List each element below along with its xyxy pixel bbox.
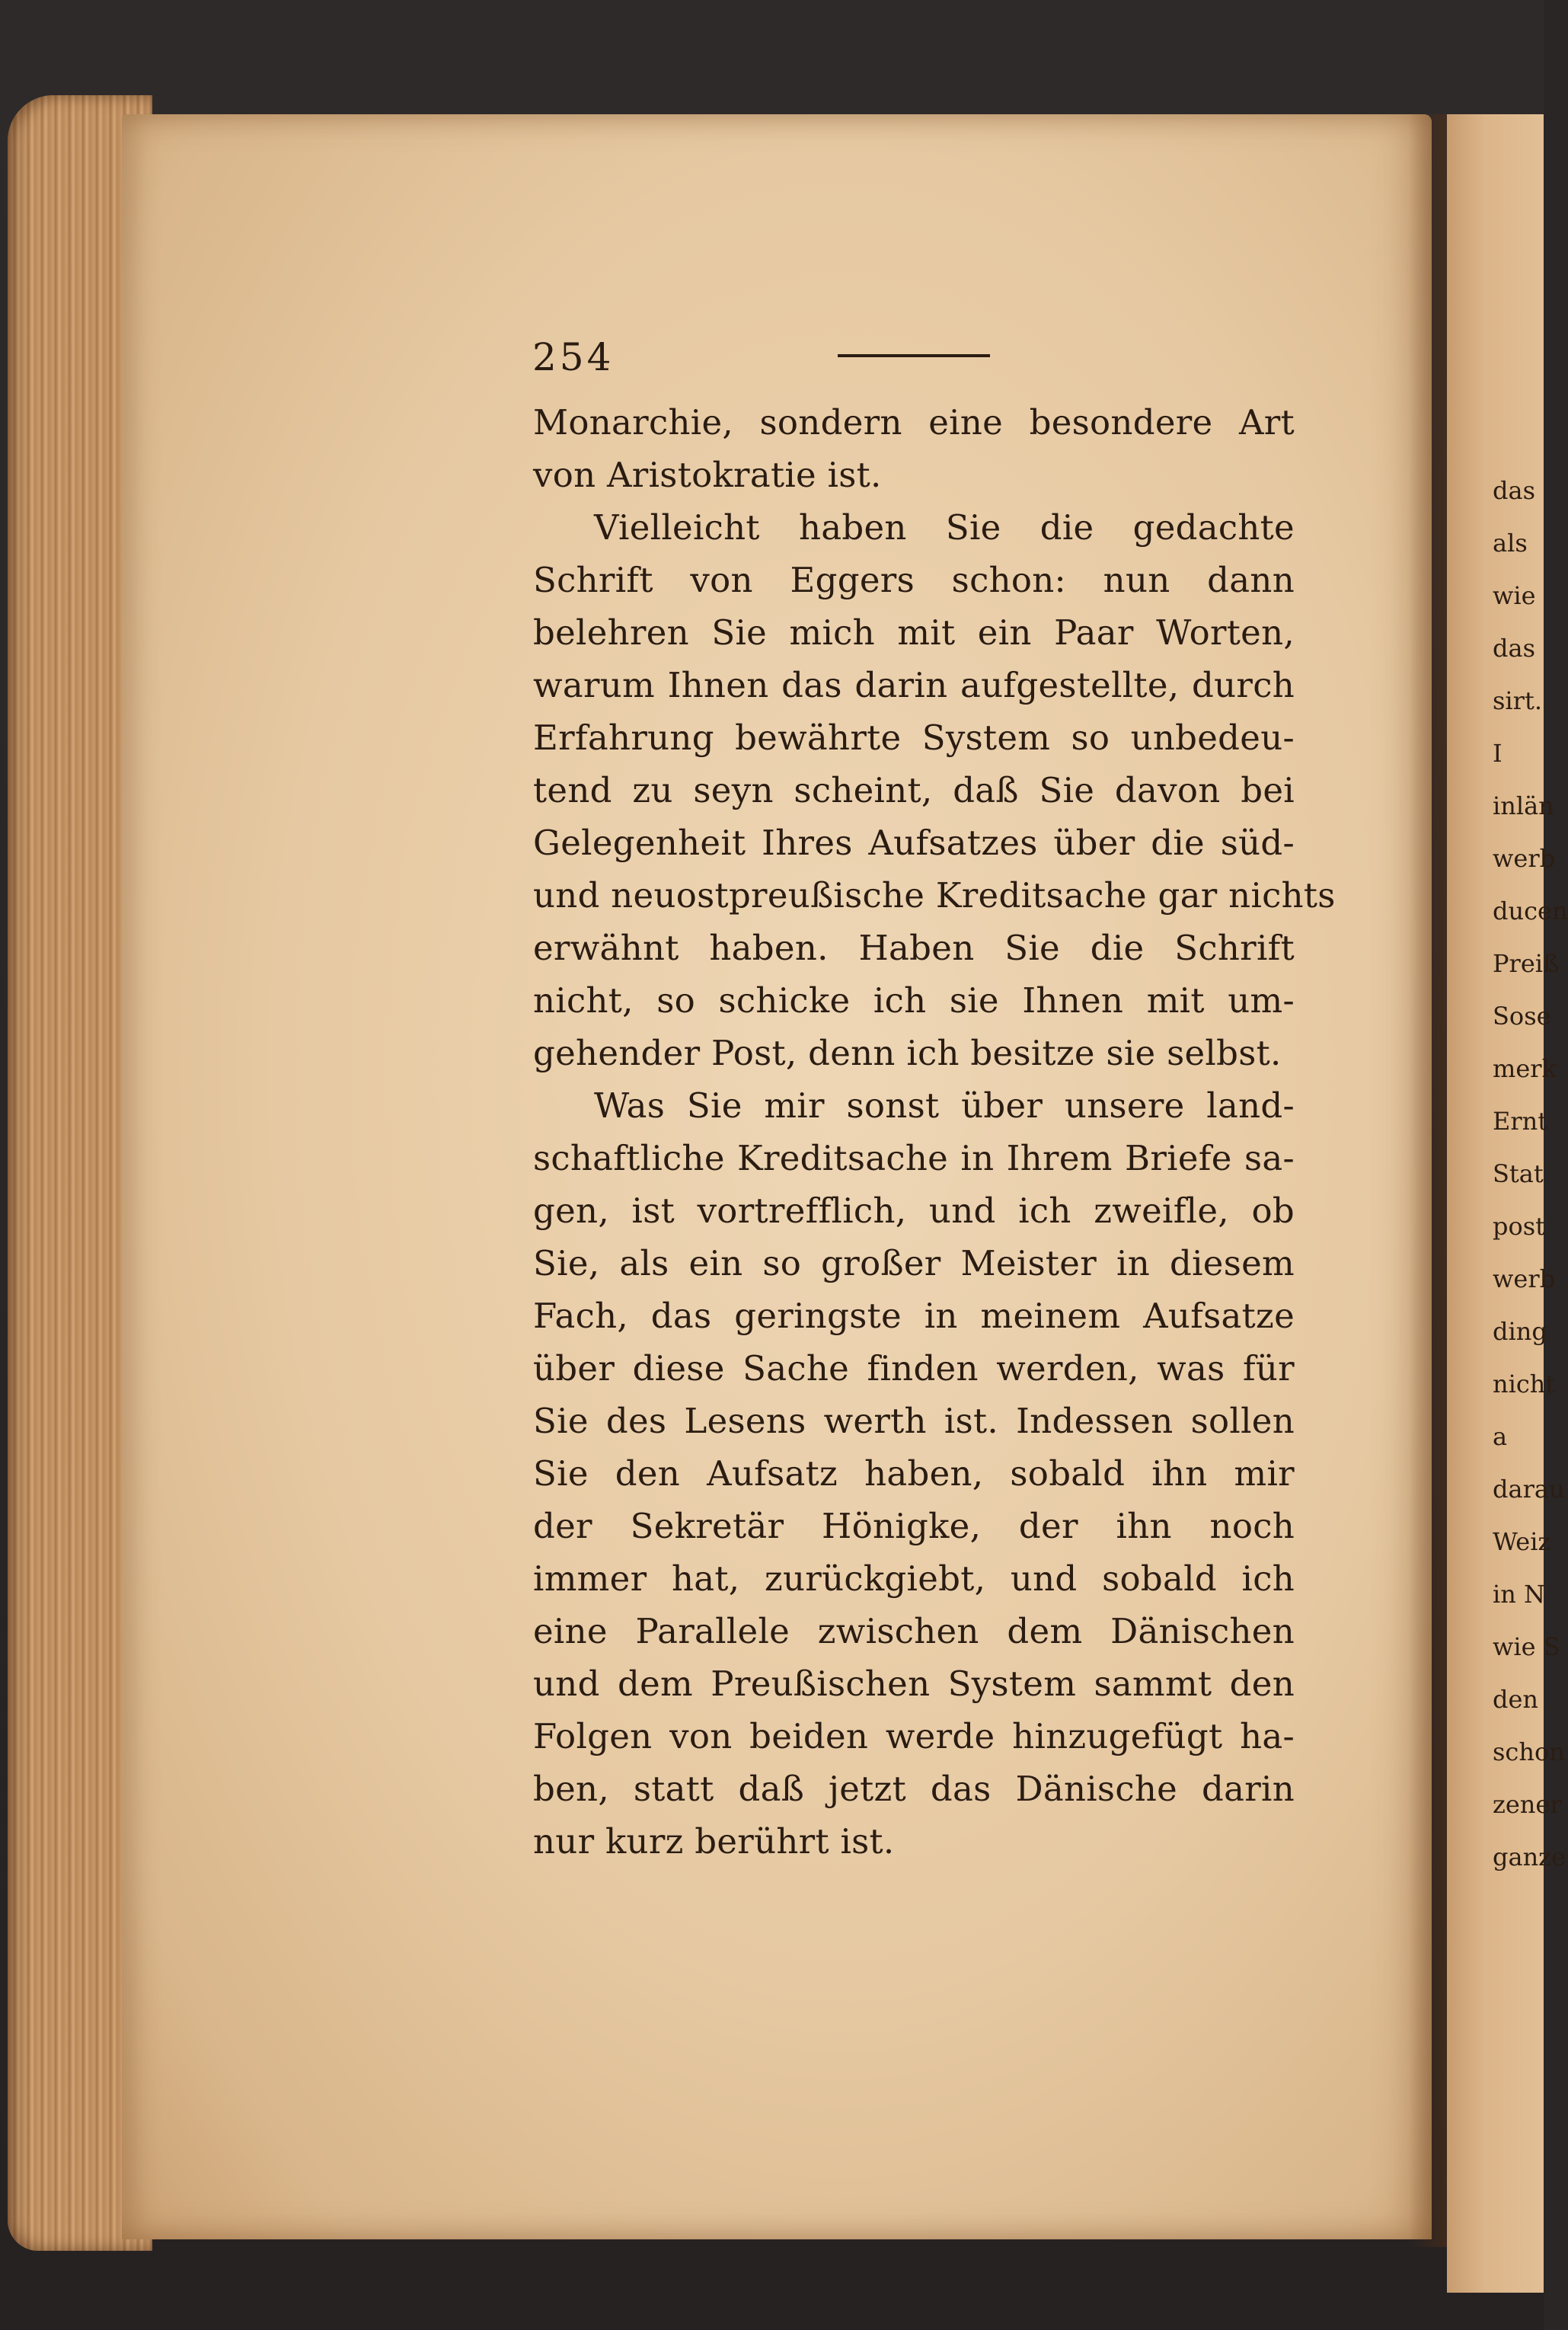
facing-page-fragment: ganze <box>1493 1843 1566 1871</box>
facing-page-fragment: wie <box>1493 581 1536 610</box>
facing-page-fragment: das <box>1493 476 1535 505</box>
facing-page-fragment: das <box>1493 634 1535 663</box>
body-text <box>533 396 1336 1868</box>
facing-page-fragment: inlän <box>1493 791 1554 820</box>
text-line: nicht, so schicke ich sie Ihnen mit um- <box>533 980 1295 1021</box>
facing-page-fragment: als <box>1493 529 1528 558</box>
text-line: immer hat, zurückgiebt, und sobald ich <box>533 1558 1295 1599</box>
facing-page-fragment: wie S <box>1493 1632 1560 1661</box>
text-line: schaftliche Kreditsache in Ihrem Briefe sa- <box>533 1138 1295 1178</box>
header-rule <box>838 354 990 357</box>
text-line: Folgen von beiden werde hinzugefügt ha- <box>533 1716 1295 1756</box>
text-line: belehren Sie mich mit ein Paar Worten, <box>533 612 1295 653</box>
facing-page-fragment: merk <box>1493 1054 1557 1083</box>
text-line: über diese Sache finden werden, was für <box>533 1348 1295 1389</box>
text-line: Was Sie mir sonst über unsere land- <box>594 1085 1295 1126</box>
text-line: Sie den Aufsatz haben, sobald ihn mir <box>533 1453 1295 1494</box>
text-line: gen, ist vortrefflich, und ich zweifle, ob <box>533 1191 1295 1231</box>
facing-page-fragment: werb <box>1493 1264 1556 1293</box>
text-line: Erfahrung bewährte System so unbedeu- <box>533 718 1295 758</box>
text-line: tend zu seyn scheint, daß Sie davon bei <box>533 770 1295 810</box>
facing-page-fragment: ding <box>1493 1317 1547 1346</box>
text-line: von Aristokratie ist. <box>533 455 882 495</box>
facing-page-fragment: post <box>1493 1212 1546 1241</box>
facing-page-fragment: den <box>1493 1685 1539 1714</box>
text-line: und dem Preußischen System sammt den <box>533 1664 1295 1704</box>
facing-page-fragment: Ernt <box>1493 1107 1548 1136</box>
text-line: der Sekretär Hönigke, der ihn noch <box>533 1506 1295 1546</box>
text-line: erwähnt haben. Haben Sie die Schrift <box>533 928 1295 968</box>
text-line: Vielleicht haben Sie die gedachte <box>594 507 1295 548</box>
facing-page-fragment: schon <box>1493 1737 1565 1766</box>
facing-page-fragment: darau <box>1493 1475 1565 1504</box>
text-line: Sie des Lesens werth ist. Indessen sollen <box>533 1401 1295 1441</box>
facing-page-fragment: Sose <box>1493 1002 1551 1031</box>
facing-page-fragment: Weiz <box>1493 1527 1551 1556</box>
facing-page-fragment: a <box>1493 1422 1508 1451</box>
page-number: 254 <box>532 335 615 379</box>
facing-page-fragment: Preiß <box>1493 949 1560 978</box>
facing-page-fragment: in N <box>1493 1580 1546 1609</box>
facing-page-fragment: sirt. <box>1493 686 1542 715</box>
facing-page-fragment: I <box>1493 739 1503 768</box>
text-line: Gelegenheit Ihres Aufsatzes über die süd- <box>533 823 1295 863</box>
text-line: Monarchie, sondern eine besondere Art <box>533 402 1295 443</box>
facing-page-text-fragments <box>1493 465 1568 1884</box>
running-head <box>533 335 1295 396</box>
text-line: Fach, das geringste in meinem Aufsatze <box>533 1296 1295 1336</box>
text-line: ben, statt daß jetzt das Dänische darin <box>533 1769 1295 1809</box>
facing-page-fragment: Stat <box>1493 1159 1544 1188</box>
page-text-block <box>532 335 1336 1868</box>
text-line: nur kurz berührt ist. <box>533 1821 895 1862</box>
text-line: gehender Post, denn ich besitze sie selbst. <box>533 1033 1282 1073</box>
text-line: und neuostpreußische Kreditsache gar nichts <box>533 875 1336 916</box>
facing-page-fragment: nicht <box>1493 1370 1556 1398</box>
facing-page-fragment: werb <box>1493 844 1556 873</box>
text-line: Schrift von Eggers schon: nun dann <box>533 560 1295 600</box>
text-line: Sie, als ein so großer Meister in diesem <box>533 1243 1295 1283</box>
text-line: eine Parallele zwischen dem Dänischen <box>533 1611 1295 1651</box>
facing-page-fragment: zener <box>1493 1790 1562 1819</box>
text-line: warum Ihnen das darin aufgestellte, durch <box>533 665 1295 705</box>
facing-page-fragment: ducen <box>1493 897 1568 925</box>
